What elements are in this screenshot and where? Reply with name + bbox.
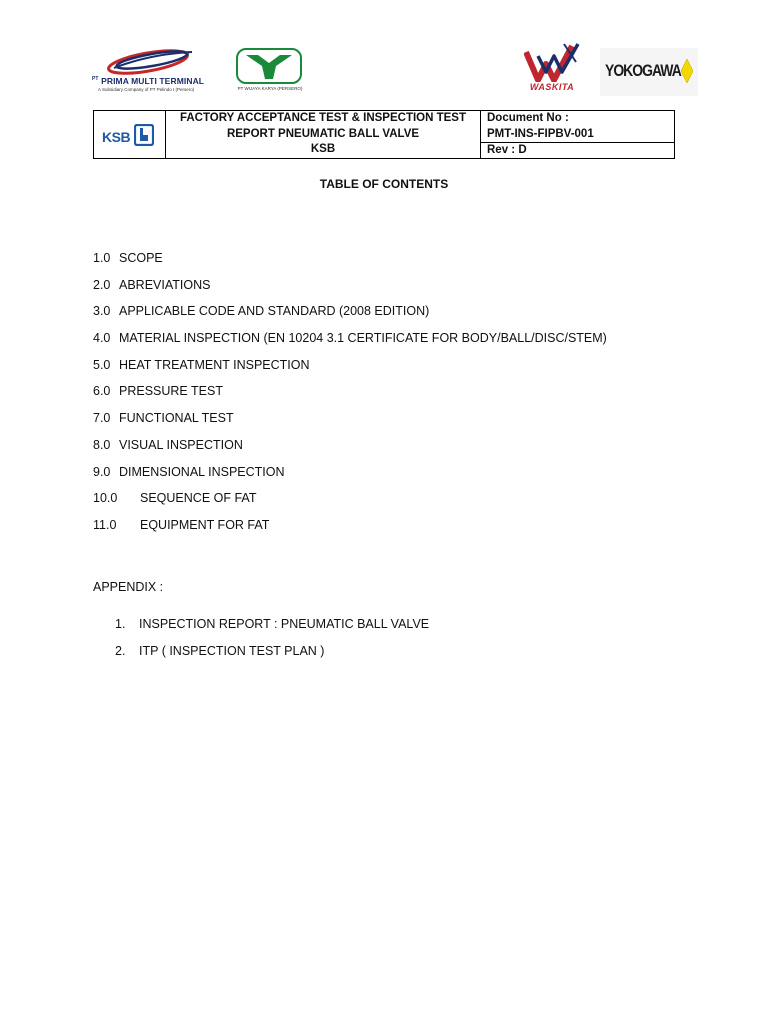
wika-caption: PT WIJAYA KARYA (PERSERO) [237,86,303,91]
appendix-item-number: 2. [115,643,126,658]
header-title-line-3: KSB [310,143,336,155]
toc-item-label: EQUIPMENT FOR FAT [140,517,270,532]
doc-number-label: Document No : [487,112,569,124]
toc-item-number: 5.0 [93,357,111,372]
toc-item [93,277,713,304]
toc-item-label: FUNCTIONAL TEST [119,411,234,426]
toc-item [93,464,713,491]
document-header-table [93,110,675,159]
appendix-list [93,616,713,669]
header-title-line-1: FACTORY ACCEPTANCE TEST & INSPECTION TEST [179,112,467,124]
toc-item-label: SEQUENCE OF FAT [140,491,257,506]
waskita-wordmark: WASKITA [529,82,575,92]
header-title-cell [166,111,481,158]
toc-item-number: 11.0 [93,517,117,532]
toc-item [93,383,713,410]
doc-revision: Rev : D [481,142,674,158]
yokogawa-diamond-icon [681,59,693,83]
header-title-line-2: REPORT PNEUMATIC BALL VALVE [226,127,420,140]
waskita-w-icon [524,42,580,82]
toc-item-number: 1.0 [93,251,111,265]
toc-item-label: MATERIAL INSPECTION (EN 10204 3.1 CERTIFICATE FOR BODY/BALL/DISC/STEM) [119,331,607,346]
yokogawa-logo [600,48,698,96]
toc-item-label: VISUAL INSPECTION [119,437,243,452]
appendix-item-label: ITP ( INSPECTION TEST PLAN ) [139,643,325,658]
toc-item [93,490,713,517]
doc-number: PMT-INS-FIPBV-001 [487,127,594,140]
toc-item-number: 3.0 [93,304,111,319]
ksb-logo [100,122,160,150]
yokogawa-wordmark: YOKOGAWA [605,61,681,80]
toc-item-number: 2.0 [93,277,111,292]
toc-item-number: 10.0 [93,491,118,506]
toc-list [93,250,713,544]
toc-item [93,410,713,437]
appendix-item-label: INSPECTION REPORT : PNEUMATIC BALL VALVE [139,617,430,631]
appendix-item [93,643,713,670]
ksb-wordmark: KSB [102,129,131,145]
toc-item-label: DIMENSIONAL INSPECTION [119,464,285,479]
toc-item-label: APPLICABLE CODE AND STANDARD (2008 EDITION) [119,304,430,319]
prima-multi-terminal-logo [92,46,205,96]
prima-name: $^{PT}$ PRIMA MULTI TERMINAL [92,76,205,86]
toc-item-number: 8.0 [93,437,111,452]
prima-swoosh-icon [100,46,200,76]
appendix-title: APPENDIX : [93,580,164,594]
appendix-item-number: 1. [115,617,126,631]
toc-item [93,517,713,544]
toc-item-label: PRESSURE TEST [119,384,223,399]
toc-item [93,330,713,357]
appendix-item [93,616,713,643]
header-logo-cell [94,111,166,158]
ksb-square-icon [134,124,154,146]
toc-item [93,250,713,277]
toc-item [93,437,713,464]
toc-item-number: 7.0 [93,411,111,426]
toc-item [93,303,713,330]
toc-item-number: 4.0 [93,331,111,346]
wijaya-karya-logo [234,48,306,98]
toc-item-number: 9.0 [93,464,111,479]
header-doc-info-cell [481,111,674,158]
wika-y-icon [236,48,302,84]
toc-item-label: ABREVIATIONS [119,277,211,292]
waskita-logo [520,42,584,98]
prima-subtitle: A Subsidiary Company of PT Pelindo I (Persero) [98,87,195,92]
toc-item-label: HEAT TREATMENT INSPECTION [119,357,310,372]
toc-title: TABLE OF CONTENTS [319,177,449,191]
toc-item-number: 6.0 [93,384,111,399]
toc-item [93,357,713,384]
toc-item-label: SCOPE [119,251,163,265]
